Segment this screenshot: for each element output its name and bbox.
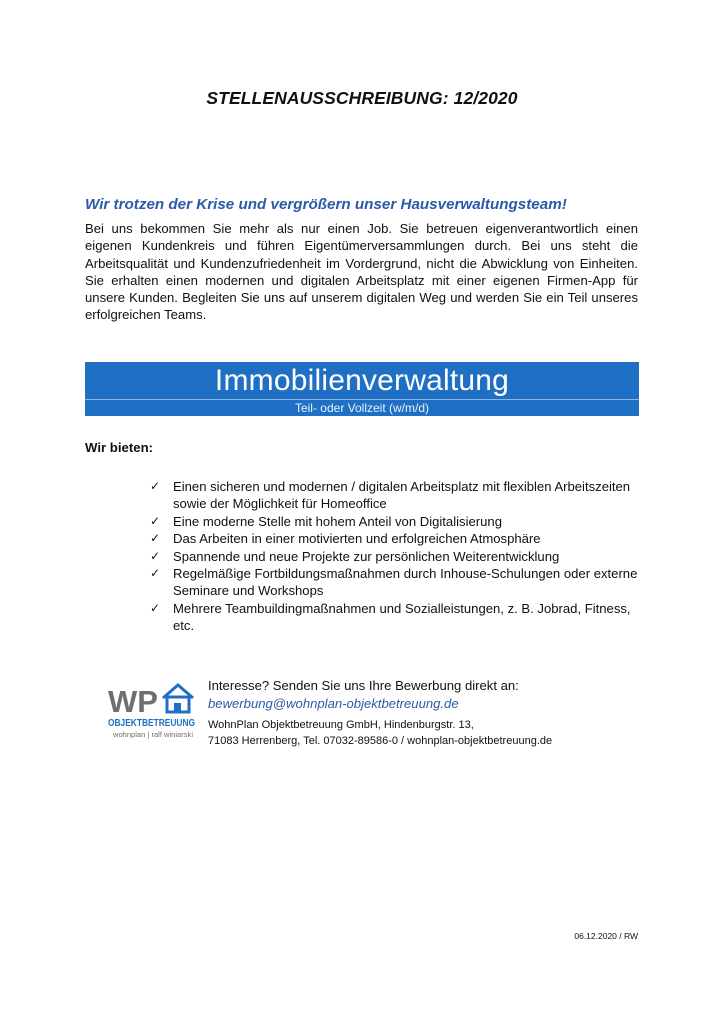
offer-text: Mehrere Teambuildingmaßnahmen und Sozialleistungen, z. B. Jobrad, Fitness, etc. [173, 600, 631, 634]
offer-text: Eine moderne Stelle mit hohem Anteil von Digitalisierung [173, 513, 502, 529]
logo-letters: WP [108, 684, 158, 719]
intro-headline: Wir trotzen der Krise und vergrößern unser Hausverwaltungsteam! [85, 196, 567, 213]
application-email-link[interactable]: bewerbung@wohnplan-objektbetreuung.de [208, 696, 459, 711]
check-icon: ✓ [150, 600, 161, 615]
offer-item [150, 565, 640, 600]
position-banner [85, 362, 639, 416]
house-icon [163, 685, 193, 712]
address-line: WohnPlan Objektbetreuung GmbH, Hindenburgstr. 13, [208, 719, 474, 731]
company-address [208, 717, 628, 749]
offer-text: Spannende und neue Projekte zur persönlichen Weiterentwicklung [173, 548, 560, 564]
logo-tagline: wohnplan | ralf winiarski [111, 732, 194, 739]
offer-text: Einen sicheren und modernen / digitalen Arbeitsplatz mit flexiblen Arbeitszeiten sowie der Möglichkeit für Homeoffice [173, 479, 631, 512]
offer-item [150, 478, 640, 513]
company-logo [107, 678, 197, 744]
position-title: Immobilienverwaltung [214, 364, 510, 397]
check-icon: ✓ [150, 513, 161, 528]
offer-text: Regelmäßige Fortbildungsmaßnahmen durch Inhouse-Schulungen oder externe Seminare und Workshops [173, 566, 638, 599]
check-icon: ✓ [150, 479, 161, 493]
offer-item [150, 548, 640, 565]
check-icon: ✓ [150, 566, 161, 581]
banner-divider [85, 399, 639, 400]
offer-item [150, 530, 640, 547]
check-icon: ✓ [150, 548, 161, 563]
check-icon: ✓ [150, 531, 161, 546]
footer-date: 06.12.2020 / RW [574, 931, 638, 941]
offer-text: Das Arbeiten in einer motivierten und erfolgreichen Atmosphäre [173, 531, 541, 547]
contact-invite: Interesse? Senden Sie uns Ihre Bewerbung direkt an: [208, 678, 519, 693]
offer-item [150, 600, 640, 635]
intro-paragraph: Bei uns bekommen Sie mehr als nur einen Job. Sie betreuen eigenverantwortlich einen eigenen Kundenkreis und führen Eigentümerversammlungen durch. Bei uns steht die Arbeitsqualität und Kundenzufriedenheit im Vordergrund, nicht die Abwicklung von Einheiten. Sie erhalten einen modernen und digitalen Arbeitsplatz mit einer eigenen Firmen-App für unsere Kunden. Begleiten Sie uns auf unserem digitalen Weg und werden Sie ein Teil unseres erfolgreichen Teams. [85, 221, 638, 323]
offers-heading: Wir bieten: [85, 440, 154, 455]
logo-word: OBJEKTBETREUUNG [108, 717, 195, 729]
address-line: 71083 Herrenberg, Tel. 07032-89586-0 / wohnplan-objektbetreuung.de [208, 735, 553, 747]
offer-item [150, 513, 640, 530]
offers-list [150, 478, 640, 635]
position-subtitle: Teil- oder Vollzeit (w/m/d) [294, 401, 430, 415]
page-title: STELLENAUSSCHREIBUNG: 12/2020 [206, 88, 518, 108]
